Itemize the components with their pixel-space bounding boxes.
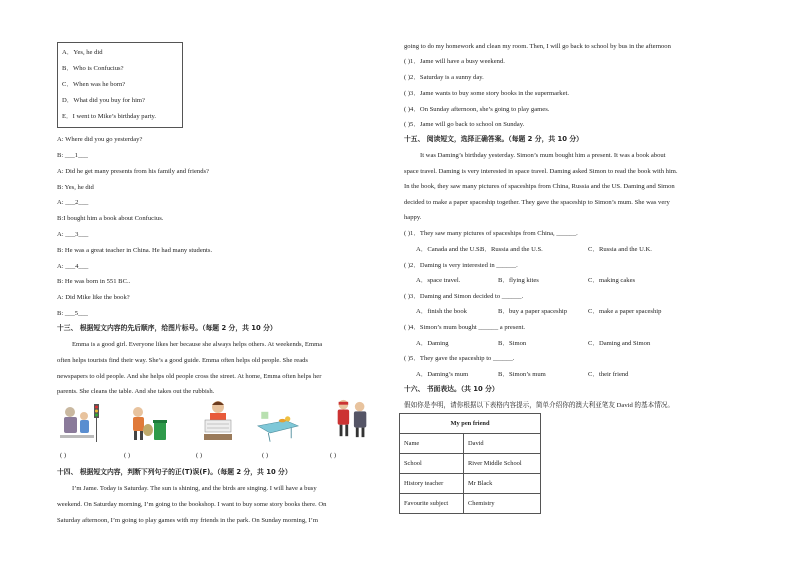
passage-line: Saturday afternoon, I’m going to play games with my friends in the park. On Sunday morning, I’m	[57, 517, 318, 524]
answer-paren[interactable]: ( )	[262, 452, 269, 459]
question: ( )5．They gave the spaceship to ______.	[404, 355, 515, 362]
dialogue-line: A: ___3___	[57, 231, 89, 238]
dialogue-line: A: ___4___	[57, 263, 89, 270]
passage-line: It was Daming’s birthday yesterday. Simon’s mum bought him a present. It was a book about	[420, 152, 666, 159]
choice-c[interactable]: C．Daming and Simon	[588, 340, 651, 347]
table-title: My pen friend	[400, 414, 541, 434]
passage-line: happy.	[404, 214, 422, 221]
option-a: A．Yes, he did	[62, 49, 103, 56]
passage-line: going to do my homework and clean my room. Then, I will go back to school by bus in the afternoon	[404, 43, 671, 50]
tf-item: ( )4．On Sunday afternoon, she’s going to play games.	[404, 106, 550, 113]
choice-b[interactable]: B．Russia and the U.S.	[480, 246, 543, 253]
dialogue-line: A: Did he get many presents from his family and friends?	[57, 168, 209, 175]
option-b: B．Who is Confucius?	[62, 65, 124, 72]
question: ( )3．Daming and Simon decided to ______.	[404, 293, 524, 300]
passage-line: newspapers to old people. And she helps old people cross the street. At home, Emma often helps her	[57, 373, 322, 380]
crossing-street-picture	[58, 402, 102, 444]
dialogue-line: B: ___5___	[57, 310, 88, 317]
choice-c[interactable]: C．their friend	[588, 371, 629, 378]
writing-prompt: 假如你是李明，请你根据以下表格内容提示，简单介绍你的澳大利亚笔友 David 的基本情况。	[404, 402, 674, 409]
dialogue-line: B: He was a great teacher in China. He had many students.	[57, 247, 213, 254]
dialogue-line: B: He was born in 551 BC..	[57, 278, 131, 285]
choice-b[interactable]: B．Simon	[498, 340, 527, 347]
table-row: Name David	[400, 434, 541, 454]
passage-line: space travel. Daming is very interested in space travel. Daming asked Simon to read the book with him.	[404, 168, 678, 175]
choice-c[interactable]: C．make a paper spaceship	[588, 308, 662, 315]
dialogue-line: A: ___2___	[57, 199, 89, 206]
option-d: D．What did you buy for him?	[62, 97, 145, 104]
passage-line: In the book, they saw many pictures of spaceships from China, Russia and the US. Daming and Simon	[404, 183, 675, 190]
option-e: E．I went to Mike’s birthday party.	[62, 113, 157, 120]
rubbish-picture	[124, 402, 168, 444]
pen-friend-table	[399, 413, 541, 514]
table-row: Favourite subject Chemistry	[400, 494, 541, 514]
choice-a[interactable]: A．Daming	[416, 340, 449, 347]
dialogue-line: A: Where did you go yesterday?	[57, 136, 143, 143]
choice-a[interactable]: A．Daming’s mum	[416, 371, 469, 378]
tf-item: ( )1．Jame will have a busy weekend.	[404, 58, 505, 65]
passage-line: Emma is a good girl. Everyone likes her because she always helps others. At weekends, Emma	[72, 341, 323, 348]
dialogue-line: B:I bought him a book about Confucius.	[57, 215, 164, 222]
answer-paren[interactable]: ( )	[124, 452, 131, 459]
tf-item: ( )3．Jame wants to buy some story books in the supermarket.	[404, 90, 569, 97]
dialogue-line: B: ___1___	[57, 152, 88, 159]
answer-paren[interactable]: ( )	[60, 452, 67, 459]
question: ( )1．They saw many pictures of spaceships from China, ______.	[404, 230, 578, 237]
answer-paren[interactable]: ( )	[330, 452, 337, 459]
passage-line: weekend. On Saturday morning, I’m going to the bookshop. I want to buy some story books there. On	[57, 501, 327, 508]
choice-a[interactable]: A．space travel.	[416, 277, 461, 284]
section-16-title: 十六、 书面表达。（共 10 分）	[404, 385, 499, 393]
choice-b[interactable]: B．Simon’s mum	[498, 371, 546, 378]
choice-a[interactable]: A．Canada and the U.S.	[416, 246, 482, 253]
tf-item: ( )2．Saturday is a sunny day.	[404, 74, 484, 81]
choice-b[interactable]: B．flying kites	[498, 277, 539, 284]
passage-line: decided to make a paper spaceship together. They gave the spaceship to Simon’s mum. She was very	[404, 199, 670, 206]
passage-line: parents. She cleans the table. And she takes out the rubbish.	[57, 388, 215, 395]
dialogue-line: B: Yes, he did	[57, 184, 94, 191]
tf-item: ( )5．Jame will go back to school on Sunday.	[404, 121, 525, 128]
question: ( )2．Daming is very interested in ______.	[404, 262, 518, 269]
choice-a[interactable]: A．finish the book	[416, 308, 467, 315]
answer-paren[interactable]: ( )	[196, 452, 203, 459]
cleaning-table-picture	[256, 404, 300, 446]
dialogue-line: A: Did Mike like the book?	[57, 294, 130, 301]
table-row: School River Middle School	[400, 454, 541, 474]
reading-newspaper-picture	[196, 400, 240, 442]
section-15-title: 十五、 阅读短文，选择正确答案。（每题 2 分，共 10 分）	[404, 135, 583, 143]
passage-line: I’m Jame. Today is Saturday. The sun is shining, and the birds are singing. I will have a busy	[72, 485, 317, 492]
passage-line: often helps tourists find their way. She’s a good guide. Emma often helps old people. She reads	[57, 357, 308, 364]
option-c: C．When was he born?	[62, 81, 126, 88]
section-13-title: 十三、 根据短文内容的先后顺序，给图片标号。（每题 2 分，共 10 分）	[57, 324, 277, 332]
choice-b[interactable]: B．buy a paper spaceship	[498, 308, 568, 315]
question: ( )4．Simon’s mum bought ______ a present.	[404, 324, 526, 331]
section-14-title: 十四、 根据短文内容，判断下列句子的正(T)误(F)。（每题 2 分，共 10 分）	[57, 468, 292, 476]
choice-c[interactable]: C．making cakes	[588, 277, 636, 284]
table-row: History teacher Mr Black	[400, 474, 541, 494]
choice-c[interactable]: C．Russia and the U.K.	[588, 246, 652, 253]
guide-picture	[330, 398, 374, 440]
